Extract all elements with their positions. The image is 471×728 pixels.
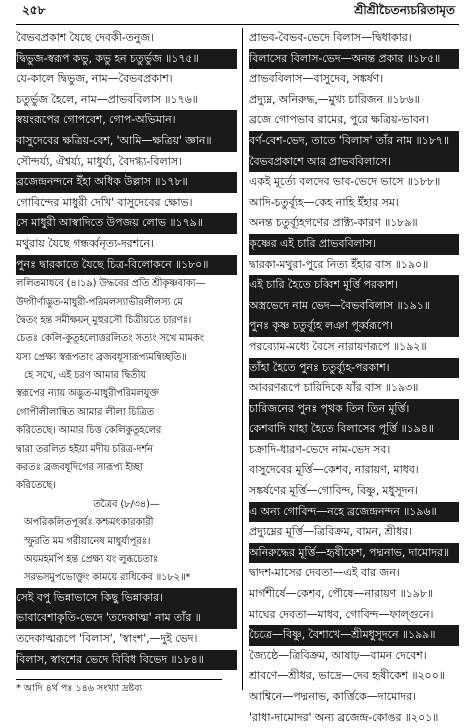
verse-line: যস্য প্রেক্ষ্য স্বরূপতাং ব্রজবধূসারূপ্যমন্বিচ্ছতি॥ <box>16 351 187 363</box>
page-header <box>16 3 459 25</box>
verse-line: সৌন্দর্য্য, ঐশ্বর্য্য, মাধুর্য্য, বৈদগ্ধ্য-বিলাস। <box>16 154 182 168</box>
verse-line: সে মাধুরী আস্বাদিতে উপজয় লোভ ॥১৭৯॥ <box>16 213 237 234</box>
verse-line: অয়মহমপি হন্ত প্রেক্ষ্য যং লুব্ধচেতাঃ <box>24 553 158 565</box>
verse-line: গোবিন্দের মাধুরী দেখি' বাসুদেবের ক্ষোভ। <box>16 195 193 209</box>
verse-line: অনিরুদ্ধের মূর্ত্তি—হৃষীকেশ, পদ্মনাভ, দামোদর॥ <box>249 543 459 564</box>
verse-line: ভাবাবেশাকৃতি-ভেদে 'তদেকাত্ম' নাম তাঁর ॥ <box>16 608 237 629</box>
verse-line: চৈত্রে—বিষ্ণু, বৈশাখে—শ্রীমধুসূদনে ॥১৯৯॥ <box>249 625 459 646</box>
verse-line: বাসুদেবের ক্ষত্রিয়-বেশ, 'আমি—ক্ষত্রিয়' জ্ঞান॥ <box>16 131 237 152</box>
verse-line: তত্রৈব (৮/৩৪)— <box>93 498 160 510</box>
verse-line: চতুর্ভুজ হৈলে, নাম—প্রাভববিলাস ॥১৭৬॥ <box>16 92 198 106</box>
right-column <box>243 28 459 724</box>
verse-line: চেতঃ কেলি-কুতূহলোত্তরলিতং সত্যং সখে মামকং <box>16 333 204 345</box>
verse-line: স্বরূপের ন্যায় অদ্ভুত-মাধুরীপরিমলযুক্ত <box>16 388 159 400</box>
book-title: শ্রীশ্রীচৈতন্যচরিতামৃত <box>354 3 455 17</box>
verse-line: আশ্বিনে—পদ্মনাভ, কার্ত্তিকে—দামোদর। <box>249 690 416 703</box>
verse-line: ব্রজে গোপভাব রামের, পুরে ক্ষত্রিয়-ভাবন। <box>249 113 430 127</box>
verse-line: একই মূর্ত্যে বলদেব ভাব-ভেদে ভাসে ॥১৮৮॥ <box>249 175 441 189</box>
verse-line: আদি-চতুর্ব্যূহ—কেহ নাহি ইঁহার সম। <box>249 195 399 209</box>
verse-line: অস্ত্রভেদে নাম ভেদ—বৈভববিলাস ॥১৯১॥ <box>249 296 459 317</box>
verse-line: মাঘের দেবতা—মাধব, গোবিন্দ—ফাল্গুনে। <box>249 607 434 621</box>
verse-line: প্রদ্যুম্নের মূর্ত্তি—ত্রিবিক্রম, বামন, শ্রীধর। <box>249 525 412 539</box>
verse-line: আবরণরূপে চারিদিকে যাঁর বাস ॥১৯৩॥ <box>249 381 419 395</box>
verse-line: প্রাভববিলাস—বাসুদেব, সঙ্কর্ষণ। <box>249 72 384 86</box>
page-number: ২৫৮ <box>22 3 46 17</box>
verse-line: বৈভবপ্রকাশ যৈছে দেবকী-তনুজ। <box>16 31 154 44</box>
verse-line: স্ফুরতি মম গরীয়ানেষ মাধুর্য্যপূরঃ। <box>24 535 151 547</box>
verse-line: করিতেছে। <box>16 480 56 492</box>
verse-line: করতঃ ব্রজবধূদিগের সারূপ্য ইচ্ছা <box>16 462 143 474</box>
verse-line: বিলাস, স্বাংশের ভেদে বিবিধ বিভেদ ॥১৮৪॥ <box>16 650 237 671</box>
verse-line: দ্বারকা-মথুরা-পুরে নিত্য ইঁহার বাস ॥১৯০॥ <box>249 257 429 271</box>
verse-line: প্রদ্যুম্ন, অনিরুদ্ধ,—মুখ্য চারিজন ॥১৮৬॥ <box>249 92 420 106</box>
verse-line: চক্রাদি-ধারণ-ভেদে নাম-ভেদ সব। <box>249 442 391 456</box>
verse-line: বৈভবপ্রকাশে আর প্রাভববিলাসে। <box>249 152 459 173</box>
verse-line: দ্বিভুজ-স্বরূপ কভু, কভু হন চতুর্ভুজ ॥১৭৫॥ <box>16 49 237 70</box>
verse-line: পুনঃ দ্বারকাতে যৈছে চিত্র-বিলোকনে ॥১৮০॥ <box>16 255 237 276</box>
verse-line: অনন্ত চতুর্ব্যূহগণের প্রাক্ট্য-কারণ ॥১৮৯॥ <box>249 216 418 230</box>
verse-line: সরভসমুপভোক্তুং কাময়ে রাধিকেব ॥১৮২॥* <box>24 572 191 584</box>
verse-line: মথুরায় যৈছে গন্ধর্ব্বনৃত্য-দরশনে। <box>16 236 154 250</box>
verse-line: করিতেছে। আমার চিত্ত কেলিকুতূহলের <box>16 425 162 437</box>
verse-line: ললিতমাধবে (৪।১৯) উদ্ধবের প্রতি শ্রীকৃষ্ণবাক্য— <box>16 278 206 290</box>
verse-line: বর্ণ-বেশ-ভেদ, তাতে 'বিলাস' তাঁর নাম ॥১৮৭॥ <box>249 131 459 152</box>
verse-line: উদ্গীর্ণাদ্ভুত-মাধুরী-পরিমলস্যাভীরলীলস্য মে <box>16 296 183 308</box>
verse-line: বিলাসের বিলাস-ভেদ—অনন্ত প্রকার ॥১৮৫॥ <box>249 49 459 70</box>
verse-line: এই চারি হৈতে চব্বিশ মূর্ত্তি পরকাশ। <box>249 275 459 296</box>
verse-line: যে-কালে দ্বিভুজ, নাম—বৈভবপ্রকাশ। <box>16 72 173 86</box>
verse-line: কৃষ্ণের এই চারি প্রাভববিলাস। <box>249 234 459 255</box>
left-column <box>16 28 243 690</box>
verse-line: হে সখে, এই চরণ আমার দ্বিতীয় <box>24 370 147 382</box>
verse-line: ব্রজেন্দ্রনন্দনে ইঁহা অধিক উল্লাস ॥১৭৮॥ <box>16 172 237 193</box>
verse-line: অপরিকলিতপূর্ব্বঃ কশ্চমৎকারকারী <box>24 517 154 529</box>
verse-line: চারিজনের পুনঃ পৃথক তিন তিন মূর্ত্তি। <box>249 399 459 420</box>
verse-line: দ্বারা তরলিত হইয়া মদীয় চরিত্র-দর্শন <box>16 443 153 455</box>
verse-line: তদেকাত্মরূপে 'বিলাস', 'স্বাংশ',—দুই ভেদ। <box>16 631 198 645</box>
verse-line: স্বয়ংরূপের গোপবেশ, গোপ-অভিমান। <box>16 110 237 131</box>
verse-line: প্রাভব-বৈভব-ভেদে বিলাস—দ্বিধাকার। <box>249 31 412 44</box>
verse-line: দ্বাদশ-মাসের দেবতা—এই বার জন। <box>249 566 400 580</box>
verse-line: সঙ্কর্ষণের মূর্ত্তি—গোবিন্দ, বিষ্ণু, মধুসূদন। <box>249 484 418 498</box>
text-columns <box>16 28 459 724</box>
verse-line: এ অন্য গোবিন্দ—নহে ব্রজেন্দ্রনন্দন ॥১৯৬॥ <box>249 502 459 523</box>
verse-line: গোপীলীলান্বিত আমার লীলা চিত্রিত <box>16 406 154 418</box>
verse-line: 'রাধা-দামোদর' অন্য ব্রজেন্দ্র-কোঙর ॥২০১॥ <box>249 710 439 724</box>
verse-line: সেই বপু ভিন্নাভাসে কিছু ভিন্নাকার। <box>16 588 237 609</box>
verse-line: দ্বৈতং হন্ত সমীক্ষয়ন্ মুহুরসৌ চিত্রীয়তে চারণঃ। <box>16 314 192 326</box>
verse-line: শ্রাবণে—শ্রীধর, ভাদ্রে—দেব হৃষীকেশ ॥২০০॥ <box>249 669 445 683</box>
footnote: * আদি ৪র্থ পঃ ১৪৬ সংখ্যা দ্রষ্টব্য <box>16 679 222 697</box>
verse-line: পুনঃ কৃষ্ণ চতুর্ব্যূহ লঞা পূর্ব্বরূপে। <box>249 316 459 337</box>
verse-line: পরব্যোম-মধ্যে বৈসে নারায়ণরূপে ॥১৯২॥ <box>249 339 427 353</box>
verse-line: মার্গশীর্ষে—কেশব, পৌষে—নারায়ণ ॥১৯৮॥ <box>249 587 434 601</box>
verse-line: বাসুদেবের মূর্ত্তি—কেশব, নারায়ণ, মাধব। <box>249 463 419 477</box>
verse-line: তাঁহা হৈতে পুনঃ চতুর্ব্যূহ-পরকাশ। <box>249 358 459 379</box>
verse-line: জ্যৈষ্ঠে—ত্রিবিক্রম, আষাঢ়—বামন দেবেশ। <box>249 648 427 662</box>
verse-line: কেশবাদি যাহা হৈতে বিলাসের পূর্ত্তি ॥১৯৪॥ <box>249 419 459 440</box>
